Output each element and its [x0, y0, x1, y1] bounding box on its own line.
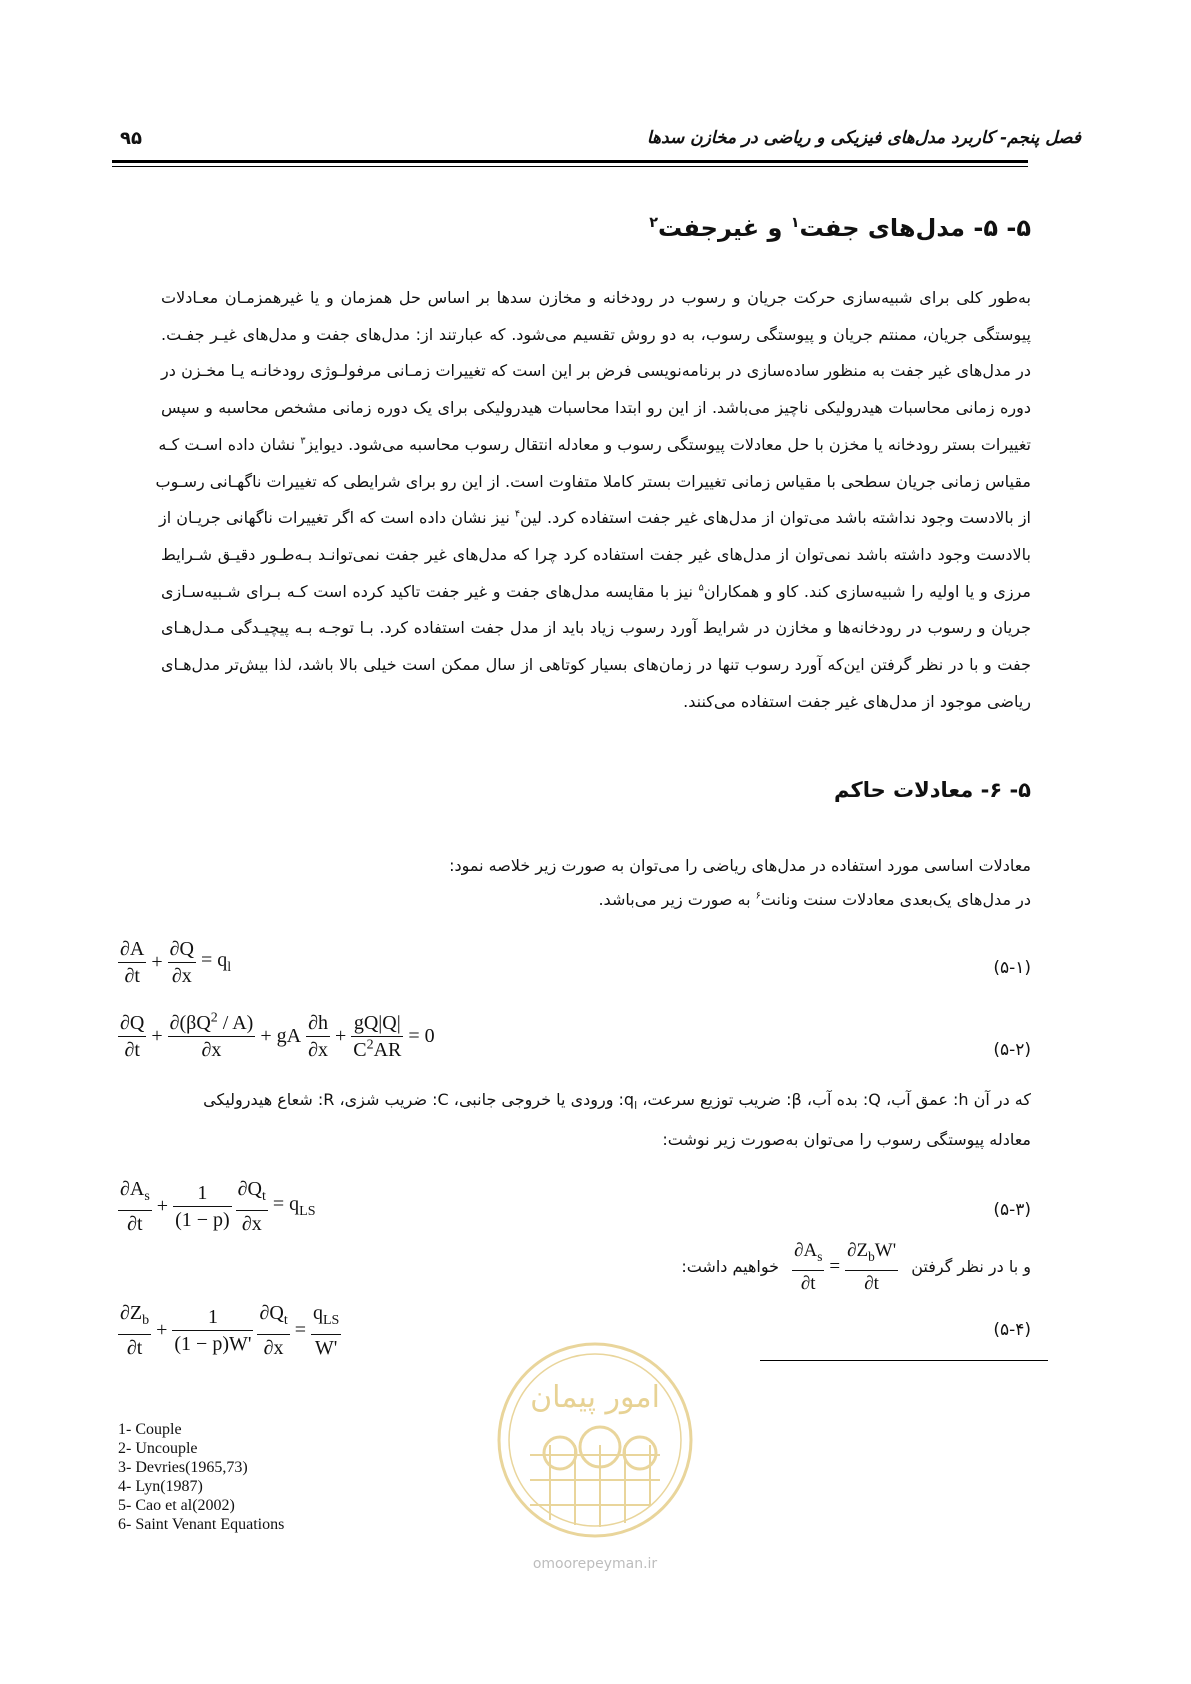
header-chapter-title: فصل پنجم- کاربرد مدل‌های فیزیکی و ریاضی در مخازن سدها — [646, 128, 1081, 148]
continuity-intro: معادله پیوستگی رسوب را می‌توان به‌صورت زیر نوشت: — [662, 1130, 1031, 1149]
heading-text-mid: و غیرجفت — [657, 214, 791, 242]
equation-label-3: (۵-۳) — [993, 1200, 1031, 1220]
footnote-item: 4- Lyn(1987) — [118, 1478, 203, 1495]
section-heading-5-5 — [649, 214, 1031, 242]
watermark-emblem — [490, 1335, 700, 1545]
footnote-ref-2: ۲ — [649, 215, 658, 231]
relation-formula: $\frac{\partial A_s}{\partial t}$ = $\frac{\partial Z_bW'}{\partial t}$ — [794, 1240, 897, 1294]
intro-text: به صورت زیر می‌باشد. — [598, 890, 756, 909]
equation-4: $\frac{\partial Z_b}{\partial t}$ + $\frac{1}{(1 - p)W'}$ $\frac{\partial Q_t}{\partial x}$ = $\frac{q_{LS}}{W'}$ — [120, 1302, 340, 1359]
intro-text: در مدل‌های یک‌بعدی معادلات سنت ونانت — [760, 890, 1031, 909]
footnote-item: 2- Uncouple — [118, 1440, 198, 1457]
paragraph-text: مرزی و یا اولیه را شبیه‌سازی کند. کاو و همکاران — [703, 581, 1032, 601]
heading-text: ۵- ۵- مدل‌های جفت — [799, 214, 1031, 242]
footnote-item: 3- Devries(1965,73) — [118, 1459, 248, 1476]
relation-text: خواهیم داشت: — [681, 1256, 779, 1276]
paragraph-line: ریاضی موجود از مدل‌های غیر جفت استفاده می‌کنند. — [683, 691, 1031, 711]
paragraph-line-with-ref — [161, 574, 1031, 611]
footnote-ref-4: ۴ — [514, 508, 521, 520]
equation-label-2: (۵-۲) — [993, 1040, 1031, 1060]
footnote-item: 1- Couple — [118, 1421, 182, 1438]
paragraph-line-with-ref — [161, 500, 1031, 537]
header-rule-thin — [112, 166, 1028, 167]
footnote-item: 6- Saint Venant Equations — [118, 1516, 285, 1533]
relation-text: و با در نظر گرفتن — [911, 1256, 1031, 1276]
page-number: ۹۵ — [120, 128, 142, 149]
definitions-text: که در آن h: عمق آب، Q: بده آب، β: ضریب توزیع سرعت، q — [623, 1090, 1031, 1109]
watermark-logo — [490, 1335, 700, 1545]
footnote-ref-6: ۶ — [755, 890, 761, 902]
footnote-ref-1: ۱ — [790, 215, 800, 231]
paragraph-line: پیوستگی جریان، ممنتم جریان و پیوستگی رسوب، به دو روش تقسیم می‌شود. که عبارتند از: مدل‌های جفت و مدل‌های غیـر جفـت. — [161, 324, 1031, 344]
intro-line-1: معادلات اساسی مورد استفاده در مدل‌های ریاضی را می‌توان به صورت زیر خلاصه نمود: — [449, 856, 1031, 875]
definitions-subscript: l — [634, 1099, 638, 1113]
equation-label-4: (۵-۴) — [993, 1320, 1031, 1340]
watermark-logo-text: امور پیمان — [530, 1380, 660, 1415]
paragraph-line: دوره زمانی محاسبات هیدرولیکی ناچیز می‌باشد. از این رو ابتدا محاسبات هیدرولیکی برای یک دوره زمانی مشخص محاسبه و سپس — [161, 398, 1031, 418]
section-heading-5-6: ۵- ۶- معادلات حاکم — [834, 778, 1031, 802]
paragraph-line: مقیاس زمانی جریان سطحی با مقیاس زمانی تغییرات بستر کاملا متفاوت است. از این رو برای شرایطی که تغییرات ناگهـانی رسـوب — [155, 471, 1031, 491]
footnote-ref-5: ۵ — [698, 582, 704, 594]
equation-1: $\frac{\partial A}{\partial t}$ + $\frac{\partial Q}{\partial x}$ = $q_l$ — [120, 938, 232, 987]
definitions-text: : ورودی یا خروجی جانبی، C: ضریب شزی، R: شعاع هیدرولیکی — [203, 1090, 624, 1109]
relation-line — [681, 1238, 1031, 1297]
footnote-rule — [760, 1360, 1048, 1361]
body-paragraph — [155, 280, 1032, 720]
paragraph-line: در مدل‌های غیر جفت به منظور ساده‌سازی در برنامه‌نویسی فرض بر این است که تغییرات زمـانی مرفولـوژی رودخانـه یـا مخـزن در — [161, 361, 1031, 381]
equation-3: $\frac{\partial A_s}{\partial t}$ + $\frac{1}{(1 - p)}$ $\frac{\partial Q_t}{\partial x}$ = $q_{LS}$ — [120, 1178, 316, 1235]
paragraph-line-with-ref — [158, 427, 1031, 464]
paragraph-text: نیز نشان داده است که اگر تغییرات ناگهانی جریـان از — [159, 508, 515, 528]
paragraph-text: نشان داده اسـت کـه — [158, 434, 301, 454]
watermark-url: omoorepeyman.ir — [532, 1556, 658, 1572]
paragraph-line: به‌طور کلی برای شبیه‌سازی حرکت جریان و رسوب در رودخانه و مخازن سدها بر اساس حل همزمان و یا غیرهمزمـان معـادلات — [161, 288, 1031, 307]
variable-definitions — [203, 1090, 1031, 1112]
paragraph-line: بالادست وجود داشته باشد نمی‌توان از مدل‌های غیر جفت استفاده کرد چرا که مدل‌های غیر جفت نمی‌توانـد بـه‌طـور دقیـق شـرایط — [161, 544, 1031, 564]
paragraph-text: از بالادست وجود نداشته باشد می‌توان از مدل‌های غیر جفت استفاده کرد. لین — [520, 508, 1031, 528]
paragraph-text: نیز با مقایسه مدل‌های جفت و غیر جفت تاکید کرده است کـه بـرای شـبیه‌سـازی — [161, 581, 699, 601]
header-rule — [112, 160, 1028, 163]
equation-label-1: (۵-۱) — [993, 958, 1031, 978]
footnote-item: 5- Cao et al(2002) — [118, 1497, 235, 1514]
intro-line-2 — [598, 890, 1031, 909]
footnotes — [118, 1420, 284, 1534]
equation-2: $\frac{\partial Q}{\partial t}$ + $\frac{\partial(\beta Q^2 / A)}{\partial x}$ + gA $\frac{\partial h}{\partial x}$ + $\frac{gQ|Q|}{C^2AR}$ = 0 — [120, 1010, 435, 1061]
footnote-ref-3: ۳ — [300, 435, 306, 447]
paragraph-text: تغییرات بستر رودخانه یا مخزن با حل معادلات پیوستگی رسوب و معادله انتقال رسوب محاسبه می‌شود. دیوایز — [305, 434, 1031, 454]
paragraph-line: جریان و رسوب در رودخانه‌ها و مخازن در شرایط آورد رسوب زیاد باید از مدل جفت استفاده کرد. بـا توجـه بـه پیچیـدگی مـدل‌هـای — [161, 618, 1031, 638]
paragraph-line: جفت و با در نظر گرفتن این‌که آورد رسوب تنها در زمان‌های بسیار کوتاهی از سال ممکن است خیلی بالا باشد، لذا بیش‌تر مدل‌هـای — [161, 655, 1031, 675]
